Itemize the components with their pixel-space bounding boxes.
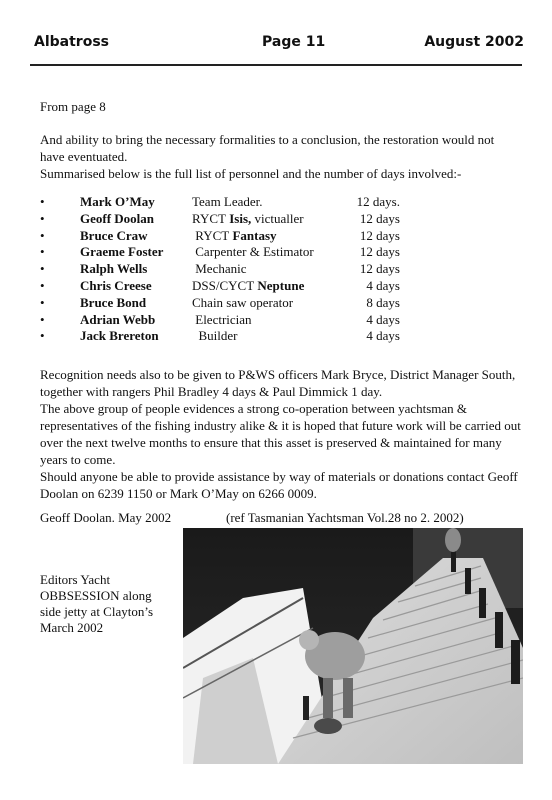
bullet-icon: •: [40, 261, 45, 277]
days-count: 12 days: [359, 244, 400, 260]
cooperation-paragraph: The above group of people evidences a strong co-operation between yachtsman & representatives of the fishing industry alike & it is hoped that future work will be carried out over the next twelve months to ensure that this asset is preserved & maintained for many years to come.: [40, 401, 521, 467]
person-role: [192, 228, 277, 244]
person-name: Bruce Bond: [80, 294, 147, 310]
vessel-name: Isis,: [229, 210, 252, 226]
bullet-icon: •: [40, 244, 45, 260]
personnel-row: [40, 312, 520, 329]
personnel-row: [40, 228, 520, 245]
newsletter-title: Albatross: [34, 34, 109, 50]
recognition-paragraph: Recognition needs also to be given to P&WS officers Mark Bryce, District Manager South, together with rangers Phil Bradley 4 days & Paul Dimmick 1 day.: [40, 367, 516, 399]
caption-line: OBBSESSION along: [40, 588, 152, 603]
role-text: Mechanic: [192, 261, 247, 277]
person-name: Graeme Foster: [80, 244, 164, 260]
source-reference: (ref Tasmanian Yachtsman Vol.28 no 2. 2002): [226, 510, 464, 525]
role-text: DSS/CYCT: [192, 277, 258, 293]
days-count: 8 days: [366, 294, 400, 310]
role-text: Builder: [192, 328, 238, 344]
days-count: 12 days: [359, 210, 400, 226]
role-text: Chain saw operator: [192, 294, 294, 310]
personnel-row: [40, 328, 520, 345]
page-number: Page 11: [262, 34, 326, 50]
summary-paragraph: Summarised below is the full list of personnel and the number of days involved:-: [40, 166, 462, 181]
intro-section: [40, 98, 520, 182]
role-text: RYCT: [192, 227, 233, 243]
photo-caption: [40, 572, 170, 636]
intro-paragraph: And ability to bring the necessary formalities to a conclusion, the restoration would not have eventuated.: [40, 132, 495, 164]
personnel-row: [40, 244, 520, 261]
person-role: [192, 278, 304, 294]
bullet-icon: •: [40, 294, 45, 310]
days-count: 12 days.: [356, 194, 400, 209]
person-name: Bruce Craw: [80, 227, 148, 243]
caption-line: March 2002: [40, 620, 104, 635]
person-name: Ralph Wells: [80, 261, 148, 277]
role-text: Electrician: [192, 311, 252, 327]
bullet-icon: •: [40, 311, 45, 327]
role-text: RYCT: [192, 210, 230, 226]
person-role: [192, 194, 263, 210]
body-section: [40, 366, 522, 502]
person-role: [192, 328, 238, 344]
page-header: [34, 34, 524, 56]
person-name: Geoff Doolan: [80, 210, 155, 226]
issue-date: August 2002: [424, 34, 524, 50]
person-name: Chris Creese: [80, 277, 152, 293]
bullet-icon: •: [40, 194, 45, 209]
personnel-row: [40, 211, 520, 228]
days-count: 4 days: [366, 277, 400, 293]
vessel-name: Neptune: [257, 277, 305, 293]
role-text: Team Leader.: [192, 194, 263, 209]
caption-line: Editors Yacht: [40, 572, 111, 587]
caption-line: side jetty at Clayton’s: [40, 604, 154, 619]
person-name: Adrian Webb: [80, 311, 156, 327]
person-role: [192, 295, 293, 311]
person-name: Jack Brereton: [80, 328, 159, 344]
bullet-icon: •: [40, 210, 45, 226]
person-role: [192, 312, 252, 328]
bullet-icon: •: [40, 227, 45, 243]
personnel-row: [40, 295, 520, 312]
days-count: 4 days: [366, 328, 400, 344]
days-count: 12 days: [359, 227, 400, 243]
bullet-icon: •: [40, 328, 45, 344]
person-role: [192, 244, 314, 260]
assistance-paragraph: Should anyone be able to provide assistance by way of materials or donations contact Geoff Doolan on 6239 1150 or Mark O’May on 6266 0009.: [40, 469, 518, 501]
personnel-row: [40, 278, 520, 295]
continued-from: From page 8: [40, 99, 106, 114]
header-rule: [30, 64, 522, 66]
person-role: [192, 211, 304, 227]
days-count: 4 days: [366, 311, 400, 327]
role-text-suffix: victualler: [251, 210, 304, 226]
personnel-list: [40, 194, 520, 345]
yacht-jetty-photo: [183, 528, 523, 764]
personnel-row: [40, 194, 520, 211]
bullet-icon: •: [40, 277, 45, 293]
role-text: Carpenter & Estimator: [192, 244, 314, 260]
person-name: Mark O’May: [80, 194, 155, 209]
author-signature: Geoff Doolan. May 2002: [40, 510, 172, 525]
vessel-name: Fantasy: [232, 227, 277, 243]
days-count: 12 days: [359, 261, 400, 277]
person-role: [192, 261, 247, 277]
personnel-row: [40, 261, 520, 278]
